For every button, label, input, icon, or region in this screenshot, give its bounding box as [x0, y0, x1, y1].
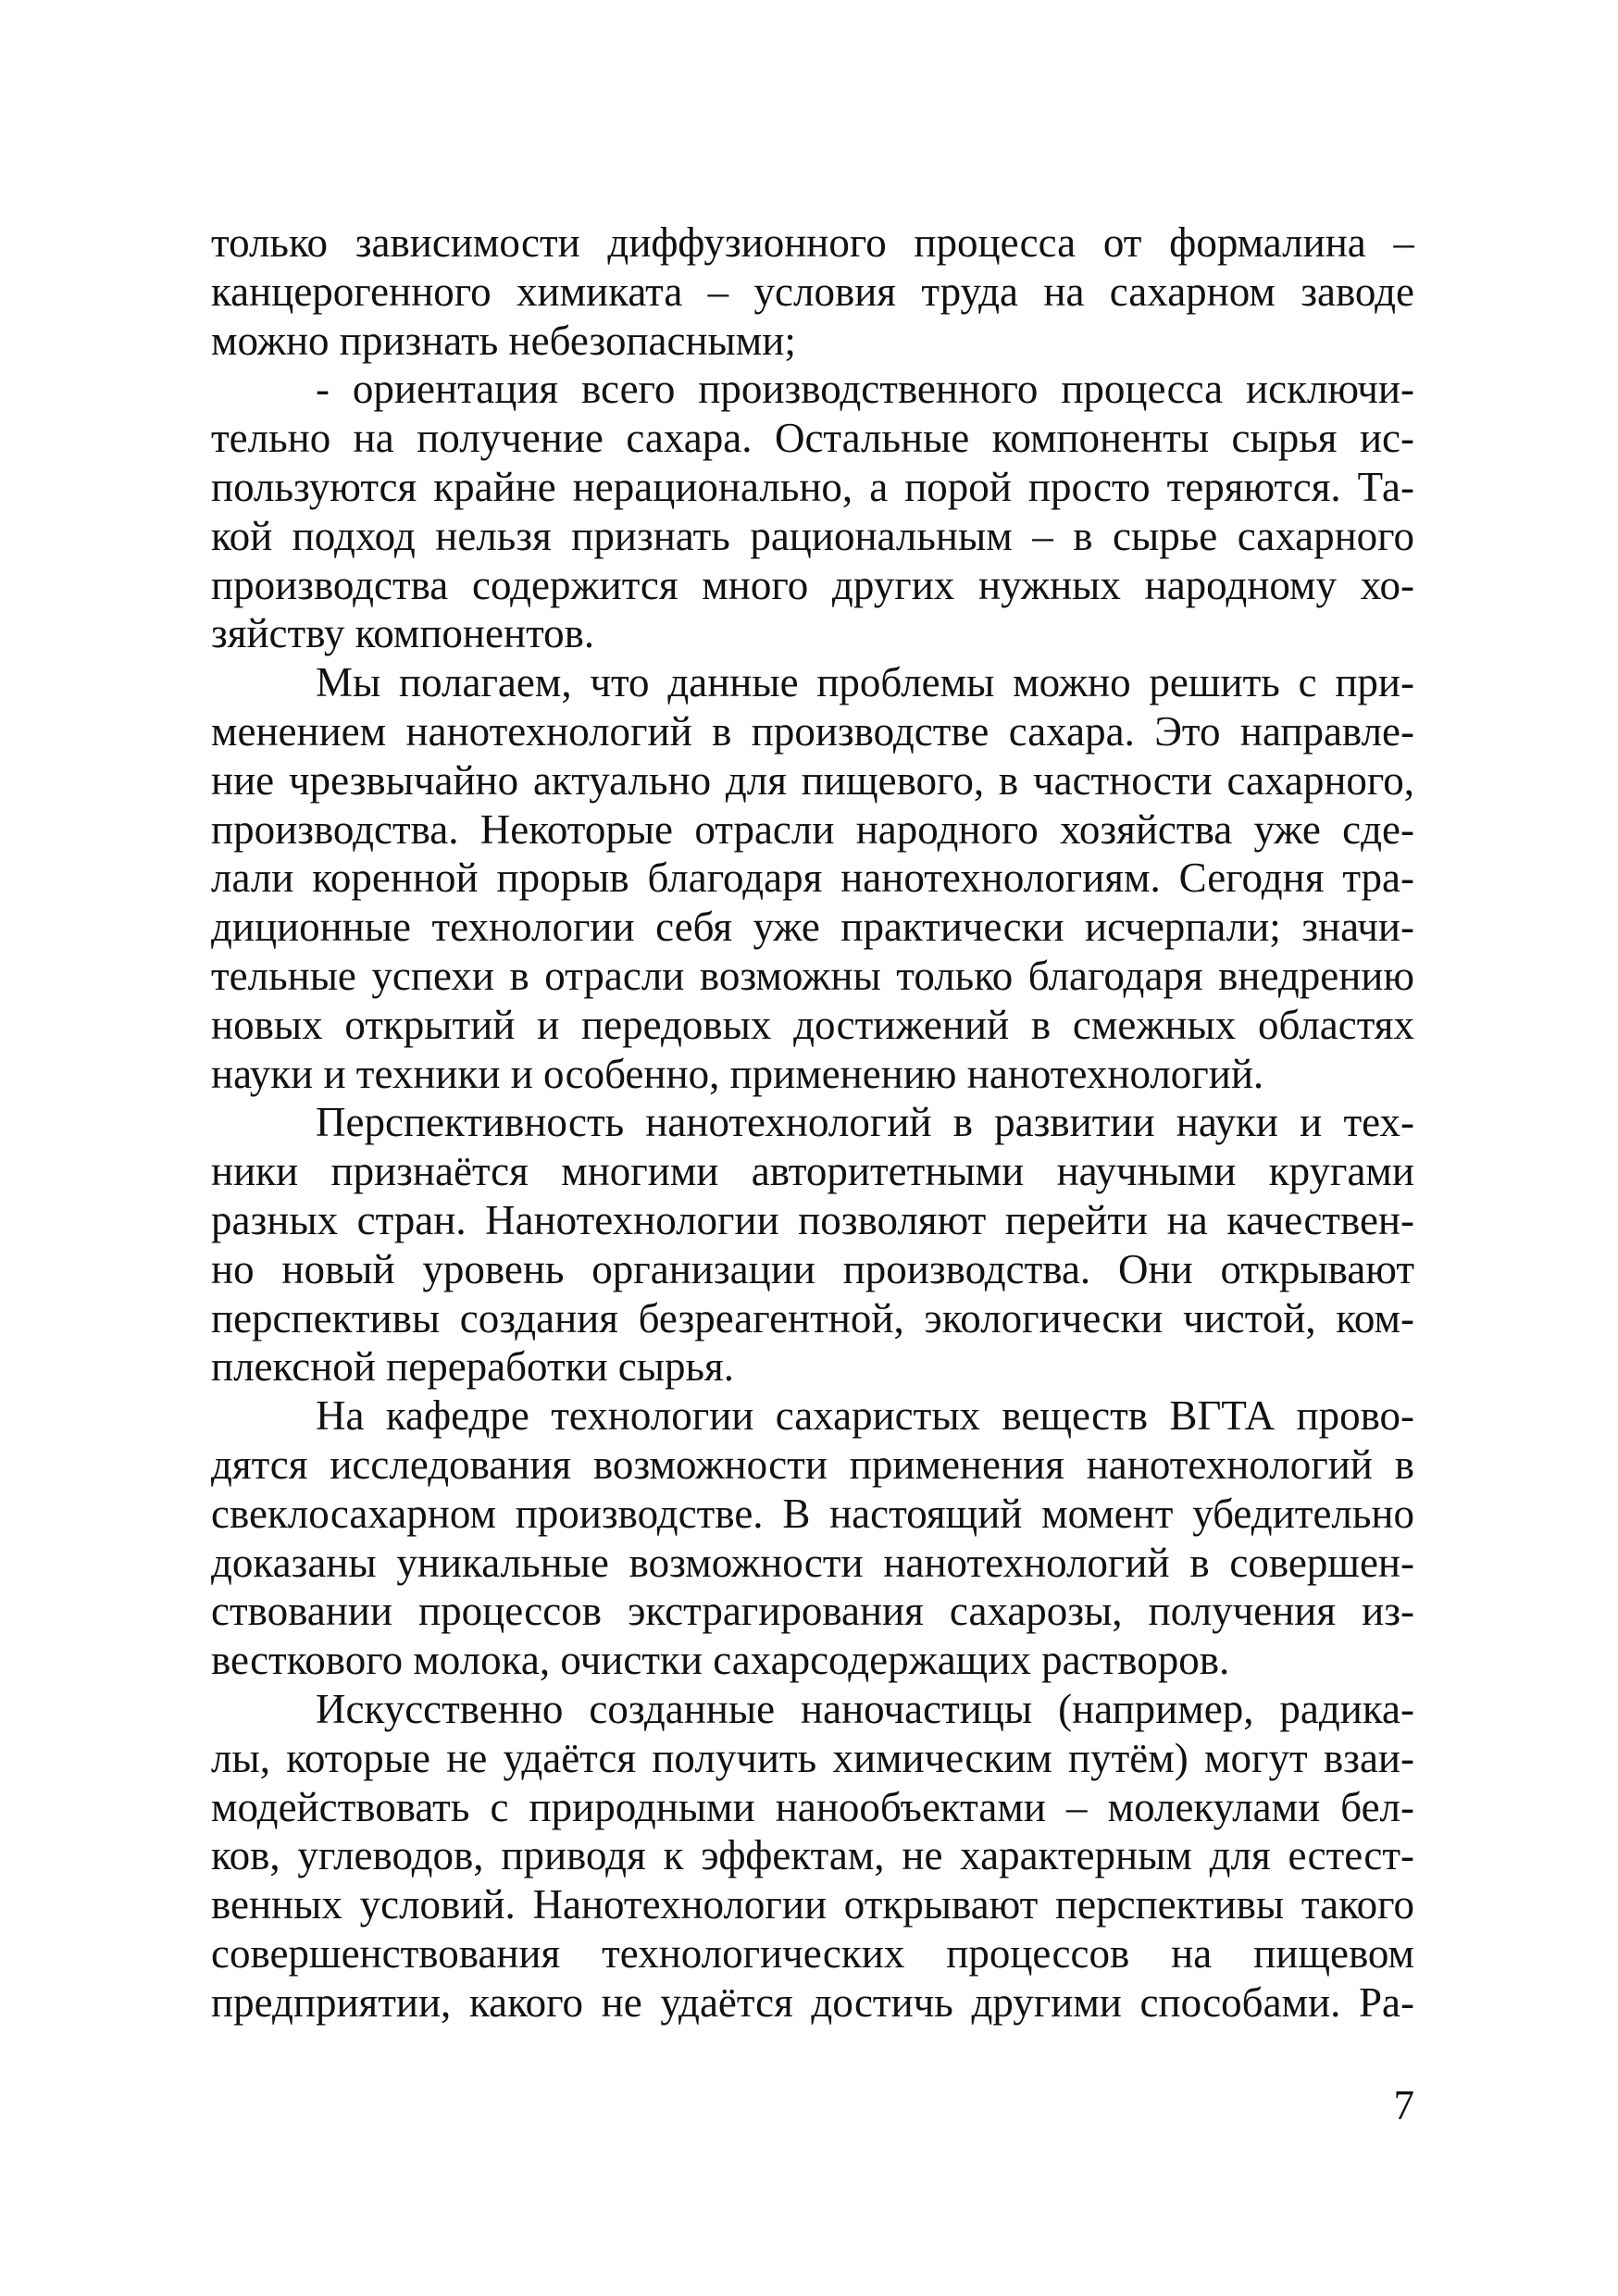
- text-line: канцерогенного химиката – условия труда на сахарном заводе: [211, 268, 1414, 315]
- paragraph: [211, 1098, 1414, 1391]
- text-line: Мы полагаем, что данные проблемы можно решить с при-: [316, 659, 1414, 706]
- text-line: Искусственно созданные наночастицы (например, радика-: [316, 1685, 1414, 1732]
- text-line: диционные технологии себя уже практически исчерпали; значи-: [211, 904, 1414, 951]
- text-line: лали коренной прорыв благодаря нанотехнологиям. Сегодня тра-: [211, 855, 1414, 902]
- text-line: плексной переработки сырья.: [211, 1343, 734, 1391]
- paragraph: [211, 1685, 1414, 2028]
- text-line: новых открытий и передовых достижений в смежных областях: [211, 1001, 1414, 1048]
- text-line: - ориентация всего производственного процесса исключи-: [316, 366, 1414, 413]
- text-line: кой подход нельзя признать рациональным – в сырье сахарного: [211, 512, 1414, 559]
- body-text: [211, 218, 1414, 2027]
- text-line: производства. Некоторые отрасли народного хозяйства уже сде-: [211, 805, 1414, 853]
- text-line: менением нанотехнологий в производстве сахара. Это направле-: [211, 707, 1414, 755]
- text-line: лы, которые не удаётся получить химическим путём) могут взаи-: [211, 1734, 1414, 1781]
- text-line: Перспективность нанотехнологий в развитии науки и тех-: [316, 1099, 1414, 1146]
- text-line: модействовать с природными нанообъектами – молекулами бел-: [211, 1783, 1414, 1830]
- text-line: ков, углеводов, приводя к эффектам, не характерным для естест-: [211, 1832, 1414, 1879]
- text-line: науки и техники и особенно, применению нанотехнологий.: [211, 1050, 1264, 1097]
- text-line: производства содержится много других нужных народному хо-: [211, 561, 1414, 608]
- text-line: можно признать небезопасными;: [211, 317, 796, 364]
- text-line: перспективы создания безреагентной, экологически чистой, ком-: [211, 1294, 1414, 1341]
- text-line: свеклосахарном производстве. В настоящий момент убедительно: [211, 1490, 1414, 1537]
- paragraph: [211, 1391, 1414, 1685]
- text-line: совершенствования технологических процессов на пищевом: [211, 1929, 1414, 1977]
- text-line: весткового молока, очистки сахарсодержащих растворов.: [211, 1637, 1230, 1684]
- text-line: ствовании процессов экстрагирования сахарозы, получения из-: [211, 1588, 1414, 1635]
- text-line: разных стран. Нанотехнологии позволяют перейти на качествен-: [211, 1196, 1414, 1243]
- page-number: 7: [1393, 2082, 1414, 2128]
- text-line: ние чрезвычайно актуально для пищевого, в частности сахарного,: [211, 756, 1414, 804]
- text-line: зяйству компонентов.: [211, 610, 595, 657]
- paragraph: [211, 218, 1414, 365]
- text-line: тельные успехи в отрасли возможны только благодаря внедрению: [211, 952, 1414, 999]
- text-line: На кафедре технологии сахаристых веществ ВГТА прово-: [316, 1392, 1414, 1440]
- text-line: только зависимости диффузионного процесса от формалина –: [211, 219, 1414, 266]
- paragraph: [211, 658, 1414, 1098]
- text-line: предприятии, какого не удаётся достичь другими способами. Ра-: [211, 1978, 1414, 2026]
- text-line: венных условий. Нанотехнологии открывают перспективы такого: [211, 1881, 1414, 1928]
- text-line: тельно на получение сахара. Остальные компоненты сырья ис-: [211, 415, 1414, 462]
- paragraph: [211, 365, 1414, 658]
- text-line: но новый уровень организации производства. Они открывают: [211, 1245, 1414, 1292]
- text-line: пользуются крайне нерационально, а порой просто теряются. Та-: [211, 463, 1414, 510]
- text-line: ники признаётся многими авторитетными научными кругами: [211, 1148, 1414, 1195]
- text-line: доказаны уникальные возможности нанотехнологий в совершен-: [211, 1539, 1414, 1586]
- text-line: дятся исследования возможности применения нанотехнологий в: [211, 1441, 1414, 1488]
